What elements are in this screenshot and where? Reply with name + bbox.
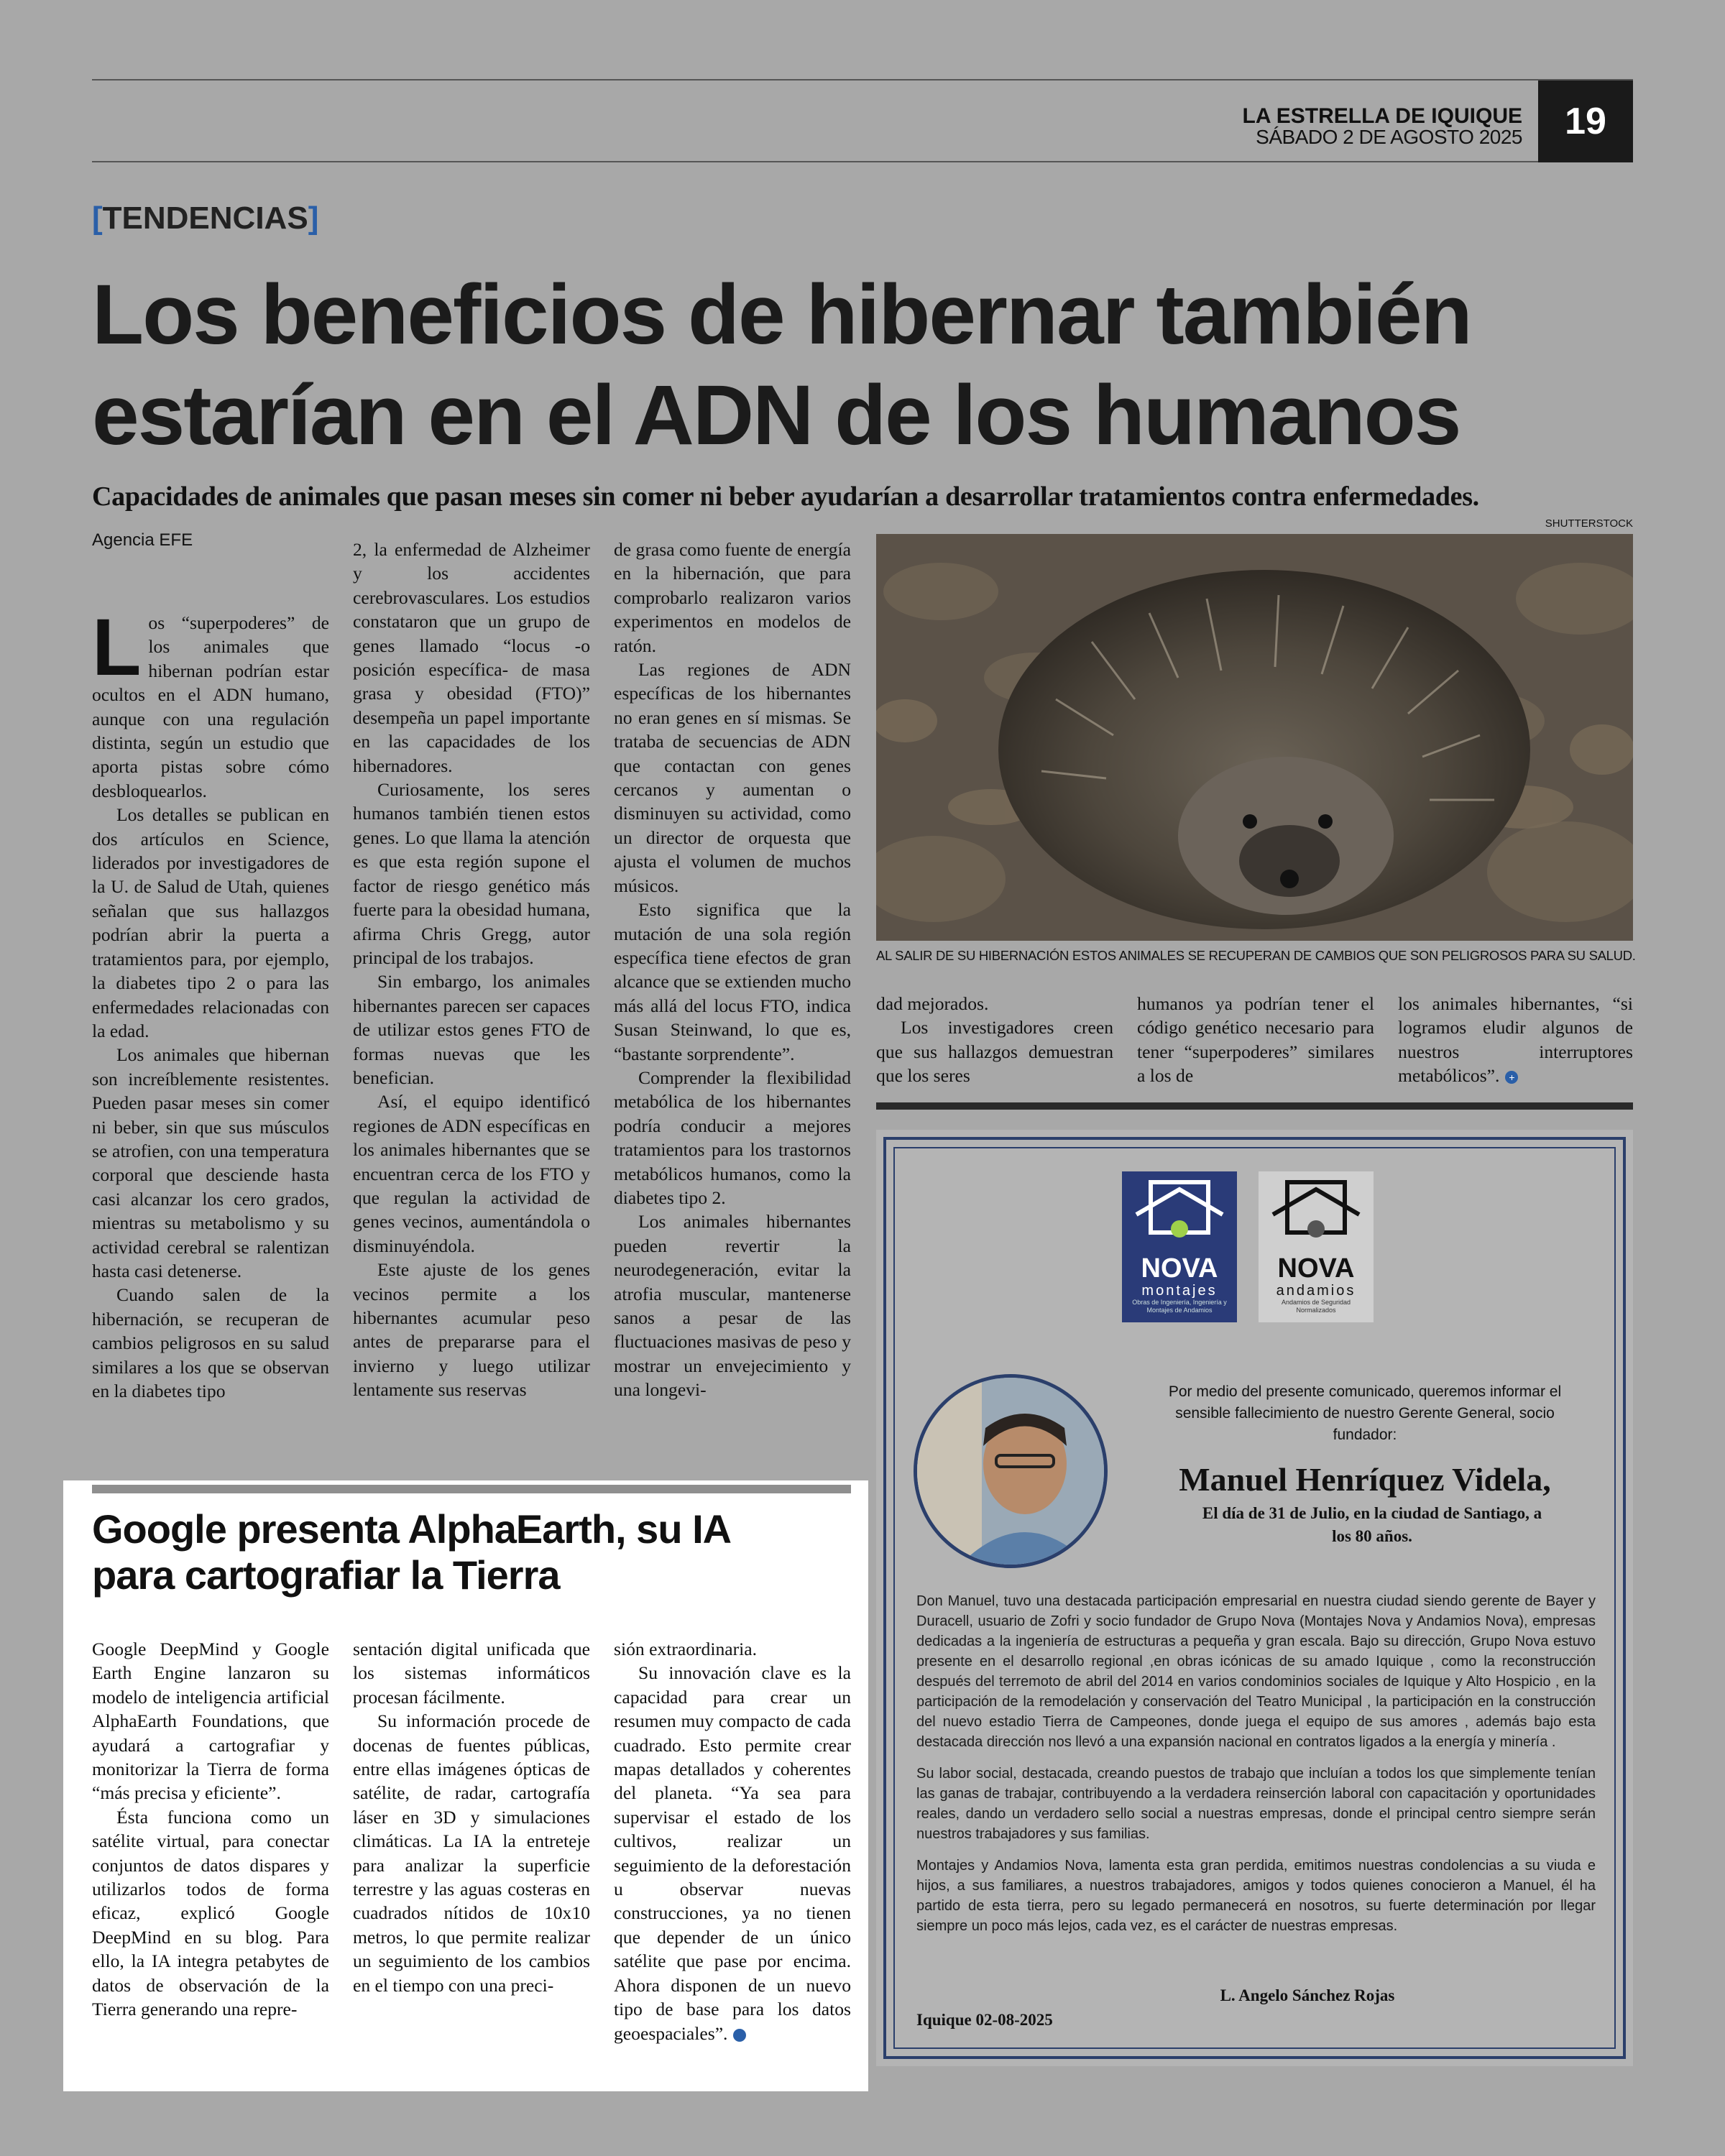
google-column-1	[92, 1637, 329, 2022]
google-paragraph: Su innovación clave es la capacidad para crear un resumen muy compacto de cada cuadrado. Esto permite crear mapas detallados y coherentes del planeta. “Ya sea para supervisar el estado de los cultivos, realizar un seguimiento de la deforestación u observar nuevas construcciones, ya no tienen que depender de un único satélite que pase por encima. Ahora disponen de un nuevo tipo de base para los datos geoespaciales”. +	[614, 1662, 851, 2044]
obituary-place-date: Iquique 02-08-2025	[916, 2011, 1053, 2029]
article-paragraph: Esto significa que la mutación de una sola región específica tiene efectos de gran alcance que se extienden mucho más allá del locus FTO, indica Susan Steinwand, lo que es, “bastante sorprendente”.	[614, 899, 851, 1064]
portrait-image	[917, 1378, 1104, 1565]
obituary-notice	[876, 1130, 1633, 2066]
obituary-paragraph: Su labor social, destacada, creando puestos de trabajo que incluían a todos los que simplemente tenían las ganas de trabajar, contribuyendo a la verdadera reinserción laboral con capacitación y oportunidades reales, dando un verdadero sello social a nuestras empresas, donde el principal centro siempre serán nuestros trabajadores y sus familias.	[916, 1766, 1596, 1842]
dropcap: L	[92, 602, 142, 692]
google-paragraph: sentación digital unificada que los sistemas informáticos procesan fácilmente.	[353, 1639, 590, 1708]
article-column-3	[614, 538, 851, 1402]
obituary-signature: L. Angelo Sánchez Rojas	[1220, 1986, 1395, 2004]
masthead-bottom-rule	[92, 161, 1538, 162]
article-paragraph: Los animales hibernantes pueden revertir la neurodegeneración, evitar la atrofia muscular, mantenerse sanos a pesar de las fluctuaciones masivas de peso y mostrar un envejecimiento y una longevi-	[614, 1211, 851, 1401]
article-paragraph: Los detalles se publican en dos artículos en Science, liderados por investigadores de la U. de Salud de Utah, quienes señalan que sus hallazgos podrían abrir la puerta a tratamientos para, por ejemplo, la diabetes tipo 2 o para las enfermedades relacionadas con la edad.	[92, 804, 329, 1041]
article-paragraph: humanos ya podrían tener el código genético necesario para tener “superpoderes” similares a los de	[1137, 993, 1374, 1087]
article-paragraph: Curiosamente, los seres humanos también tienen estos genes. Lo que llama la atención es que esta región supone el factor de riesgo genético más fuerte para la obesidad humana, afirma Chris Gregg, autor principal de los trabajos.	[353, 779, 590, 968]
article-column-6	[1398, 992, 1633, 1088]
main-subtitle: Capacidades de animales que pasan meses sin comer ni beber ayudarían a desarrollar tratamientos contra enfermedades.	[92, 482, 1479, 512]
google-headline-line-2: para cartografiar la Tierra	[92, 1552, 560, 1598]
main-headline	[92, 264, 1637, 466]
article-paragraph: de grasa como fuente de energía en la hibernación, que para comprobarlo realizaron varios experimentos en modelos de ratón.	[614, 539, 851, 656]
obituary-name: Manuel Henríquez Videla,	[1179, 1461, 1551, 1498]
obituary-portrait	[914, 1374, 1108, 1568]
google-headline-line-1: Google presenta AlphaEarth, su IA	[92, 1506, 732, 1552]
hedgehog-image	[876, 534, 1633, 941]
google-paragraph: Google DeepMind y Google Earth Engine lanzaron su modelo de inteligencia artificial AlphaEarth Foundations, que ayudará a cartografiar y monitorizar la Tierra de forma “más precisa y eficiente”.	[92, 1639, 329, 1804]
logo2-name: NOVA	[1277, 1253, 1355, 1284]
google-headline	[92, 1506, 868, 1598]
article-column-5	[1137, 992, 1374, 1088]
article-paragraph: Comprender la flexibilidad metabólica de los hibernantes podría conducir a mejores tratamientos para los trastornos metabólicos humanos, como la diabetes tipo 2.	[614, 1067, 851, 1208]
logo1-tagline: Obras de Ingeniería, Ingeniería y Montajes de Andamios	[1132, 1299, 1227, 1314]
article-paragraph: Cuando salen de la hibernación, se recuperan de cambios peligrosos en su salud similares a los que se observan en la diabetes tipo	[92, 1284, 329, 1401]
article-paragraph: Así, el equipo identificó regiones de ADN específicas en los animales hibernantes que se encuentran cerca de los FTO y que regulan la actividad de genes vecinos, aumentándola o disminuyéndola.	[353, 1091, 590, 1256]
end-mark-icon: +	[733, 2029, 746, 2042]
bracket-left: [	[92, 201, 103, 236]
bracket-right: ]	[308, 201, 319, 236]
headline-line-2: estarían en el ADN de los humanos	[92, 368, 1460, 463]
google-column-3	[614, 1637, 851, 2045]
obituary-paragraph: Don Manuel, tuvo una destacada participación empresarial en nuestra ciudad siendo gerente de Bayer y Duracell, usuario de Zofri y socio fundador de Grupo Nova (Montajes Nova y Andamios Nova), empresas dedicadas a la ingeniería de estructuras a pequeña y gran escala. Bajo su dirección, Grupo Nova estuvo presente en el desarrollo regional ,en obras icónicas de su amado Iquique , como la reconstrucción después del terremoto de abril del 2014 en varios condominios sociales de Iquique y Alto Hospicio , en la participación de la remodelación y conservación del Teatro Municipal , la participación en la construcción del nuevo estadio Tierra de Campeones, donde juega el equipo de sus amores , además bajo esta destacada dirección nos llevó a una expansión nacional en contratos ligados a la energía y minería .	[916, 1593, 1596, 1750]
obituary-intro: Por medio del presente comunicado, queremos informar el sensible fallecimiento de nuestro Gerente General, socio fundador:	[1168, 1383, 1562, 1443]
article-column-1	[92, 602, 329, 1403]
byline: Agencia EFE	[92, 530, 193, 550]
photo-caption: AL SALIR DE SU HIBERNACIÓN ESTOS ANIMALES SE RECUPERAN DE CAMBIOS QUE SON PELIGROSOS PARA SU SALUD.	[876, 948, 1636, 963]
obituary-details: El día de 31 de Julio, en la ciudad de Santiago, a los 80 años.	[1202, 1504, 1542, 1545]
article-paragraph: Este ajuste de los genes vecinos permite a los hibernantes acumular peso antes de prepararse para el invierno y luego utilizar lentamente sus reservas	[353, 1259, 590, 1401]
nova-montajes-logo	[1122, 1171, 1237, 1322]
article-paragraph: Los investigadores creen que sus hallazgos demuestran que los seres	[876, 1017, 1113, 1087]
article-paragraph: Sin embargo, los animales hibernantes parecen ser capaces de utilizar estos genes FTO de formas nuevas que les benefician.	[353, 971, 590, 1088]
article-paragraph: dad mejorados.	[876, 993, 989, 1014]
headline-line-1: Los beneficios de hibernar también	[92, 267, 1471, 362]
article-paragraph: Las regiones de ADN específicas de los hibernantes no eran genes en sí mismas. Se trataba de secuencias de ADN que contactan con genes cercanos y aumentan o disminuyen su actividad, como un director de orquesta que ajusta el volumen de muchos músicos.	[614, 659, 851, 896]
article-paragraph: los animales hibernantes, “si logramos eludir algunos de nuestros interruptores metabólicos”. +	[1398, 993, 1633, 1087]
top-rule	[92, 79, 1633, 80]
section-tag	[92, 197, 318, 240]
end-mark-icon: +	[1505, 1071, 1518, 1084]
nova-andamios-logo	[1259, 1171, 1374, 1322]
section-divider	[876, 1102, 1633, 1110]
issue-date: SÁBADO 2 DE AGOSTO 2025	[1256, 126, 1522, 148]
logo1-sub: montajes	[1141, 1283, 1218, 1299]
hedgehog-photo	[876, 534, 1633, 941]
article-paragraph: Los “superpoderes” de los animales que hibernan podrían estar ocultos en el ADN humano, aunque con una regulación distinta, según un estudio que aporta pistas sobre cómo desbloquearlos.	[92, 602, 329, 801]
page-number: 19	[1538, 80, 1633, 162]
nova-andamios-emblem	[1259, 1171, 1374, 1250]
section-label: TENDENCIAS	[102, 201, 308, 236]
logo1-name: NOVA	[1141, 1253, 1218, 1284]
obituary-paragraph: Montajes y Andamios Nova, lamenta esta gran perdida, emitimos nuestras condolencias a su viuda e hijos, a sus familiares, a nuestros trabajadores, amigos y todos quienes conocieron a Manuel, él ha partido de esta tierra, pero su legado permanecerá en nosotros, su fuerte determinación por llegar siempre un poco más lejos, cada vez, es el carácter de nuestras empresas.	[916, 1858, 1596, 1934]
article-column-4	[876, 992, 1113, 1088]
google-top-rule	[92, 1485, 851, 1493]
logo2-tagline: Andamios de Seguridad Normalizados	[1281, 1299, 1351, 1314]
article-paragraph: 2, la enfermedad de Alzheimer y los accidentes cerebrovasculares. Los estudios constataron que un grupo de genes llamado “locus -o posición específica- de masa grasa y obesidad (FTO)” desempeña un papel importante en las capacidades de los hibernadores.	[353, 539, 590, 776]
photo-credit: SHUTTERSTOCK	[1545, 517, 1633, 530]
article-paragraph: Los animales que hibernan son increíblemente resistentes. Pueden pasar meses sin comer ni beber, sin que sus músculos se atrofien, con una temperatura corporal que desciende hasta casi alcanzar los cero grados, mientras su metabolismo y su actividad cerebral se ralentizan hasta casi detenerse.	[92, 1044, 329, 1281]
google-column-2	[353, 1637, 590, 1997]
nova-montajes-emblem	[1122, 1171, 1237, 1250]
article-column-2	[353, 538, 590, 1402]
paper-name: LA ESTRELLA DE IQUIQUE	[1242, 104, 1522, 128]
obituary-body	[916, 1591, 1596, 1948]
logo2-sub: andamios	[1276, 1283, 1356, 1299]
google-paragraph: Ésta funciona como un satélite virtual, para conectar conjuntos de datos dispares y utilizarlos todos de forma eficaz, explicó Google DeepMind en su blog. Para ello, la IA integra petabytes de datos de observación de la Tierra generando una repre-	[92, 1806, 329, 2020]
google-paragraph: Su información procede de docenas de fuentes públicas, entre ellas imágenes ópticas de satélite, de radar, cartografía láser en 3D y simulaciones climáticas. La IA la entreteje para analizar la superficie terrestre y las aguas costeras en cuadrados nítidos de 10x10 metros, lo que permite realizar un seguimiento de los cambios en el tiempo con una preci-	[353, 1710, 590, 1996]
google-paragraph: sión extraordinaria.	[614, 1639, 757, 1659]
